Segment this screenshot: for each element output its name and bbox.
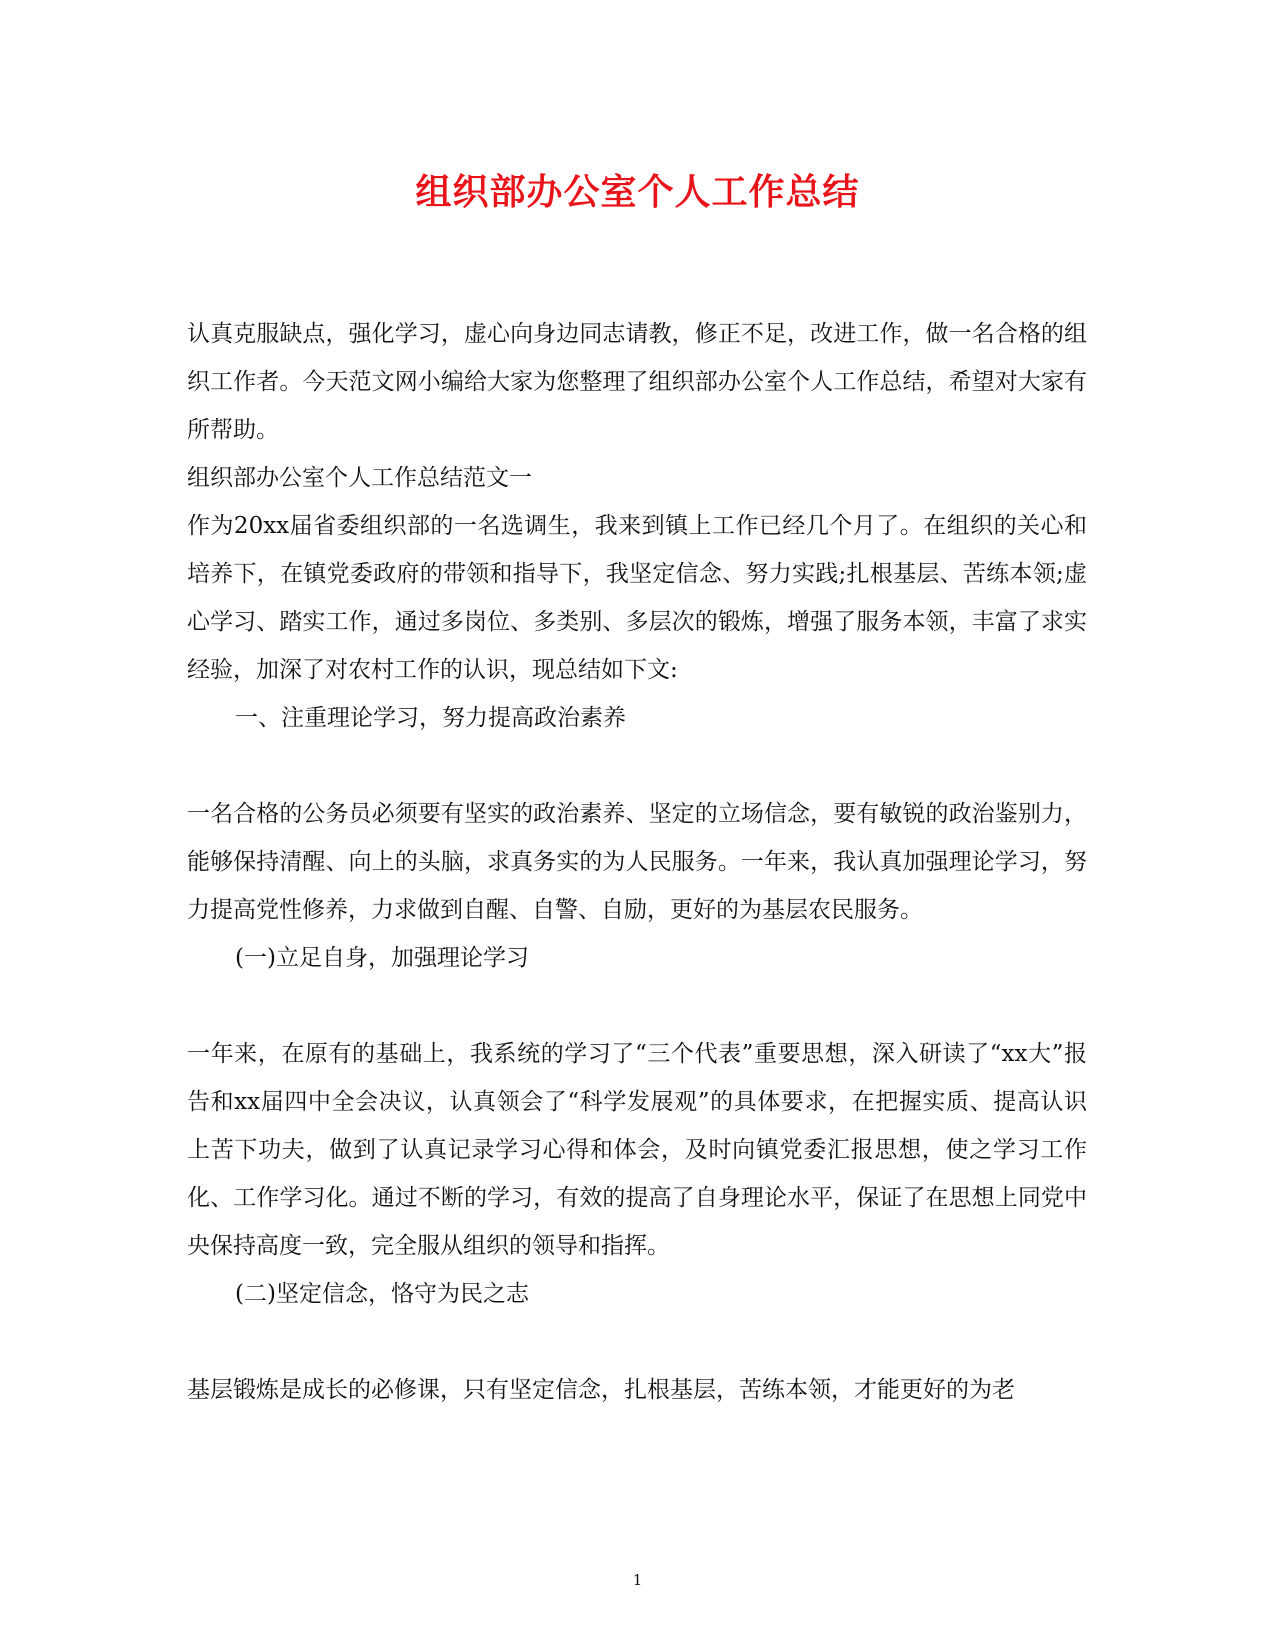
paragraph-gap bbox=[187, 1318, 1087, 1366]
subheading-2: (二)坚定信念，恪守为民之志 bbox=[235, 1281, 529, 1307]
intro-paragraph: 认真克服缺点，强化学习，虚心向身边同志请教，修正不足，改进工作，做一名合格的组织工作者。今天范文网小编给大家为您整理了组织部办公室个人工作总结，希望对大家有所帮助。 bbox=[187, 321, 1087, 443]
subheading-1: (一)立足自身，加强理论学习 bbox=[235, 945, 529, 971]
paragraph-1: 一名合格的公务员必须要有坚实的政治素养、坚定的立场信念，要有敏锐的政治鉴别力，能够保持清醒、向上的头脑，求真务实的为人民服务。一年来，我认真加强理论学习，努力提高党性修养，力求做到自醒、自警、自励，更好的为基层农民服务。 bbox=[187, 801, 1087, 923]
document-body bbox=[187, 310, 1087, 1414]
page-number: 1 bbox=[632, 1571, 643, 1589]
paragraph-gap bbox=[187, 982, 1087, 1030]
document-title: 组织部办公室个人工作总结 bbox=[415, 171, 860, 213]
opening-paragraph: 作为20xx届省委组织部的一名选调生，我来到镇上工作已经几个月了。在组织的关心和培养下，在镇党委政府的带领和指导下，我坚定信念、努力实践;扎根基层、苦练本领;虚心学习、踏实工作，通过多岗位、多类别、多层次的锻炼，增强了服务本领，丰富了求实经验，加深了对农村工作的认识，现总结如下文: bbox=[187, 513, 1087, 683]
section-title: 组织部办公室个人工作总结范文一 bbox=[187, 465, 532, 491]
paragraph-3: 基层锻炼是成长的必修课，只有坚定信念，扎根基层，苦练本领，才能更好的为老 bbox=[187, 1377, 1015, 1403]
heading-1: 一、注重理论学习，努力提高政治素养 bbox=[235, 705, 626, 731]
paragraph-2: 一年来，在原有的基础上，我系统的学习了“三个代表”重要思想，深入研读了“xx大”报告和xx届四中全会决议，认真领会了“科学发展观”的具体要求，在把握实质、提高认识上苦下功夫，做到了认真记录学习心得和体会，及时向镇党委汇报思想，使之学习工作化、工作学习化。通过不断的学习，有效的提高了自身理论水平，保证了在思想上同党中央保持高度一致，完全服从组织的领导和指挥。 bbox=[187, 1041, 1087, 1259]
paragraph-gap bbox=[187, 742, 1087, 790]
